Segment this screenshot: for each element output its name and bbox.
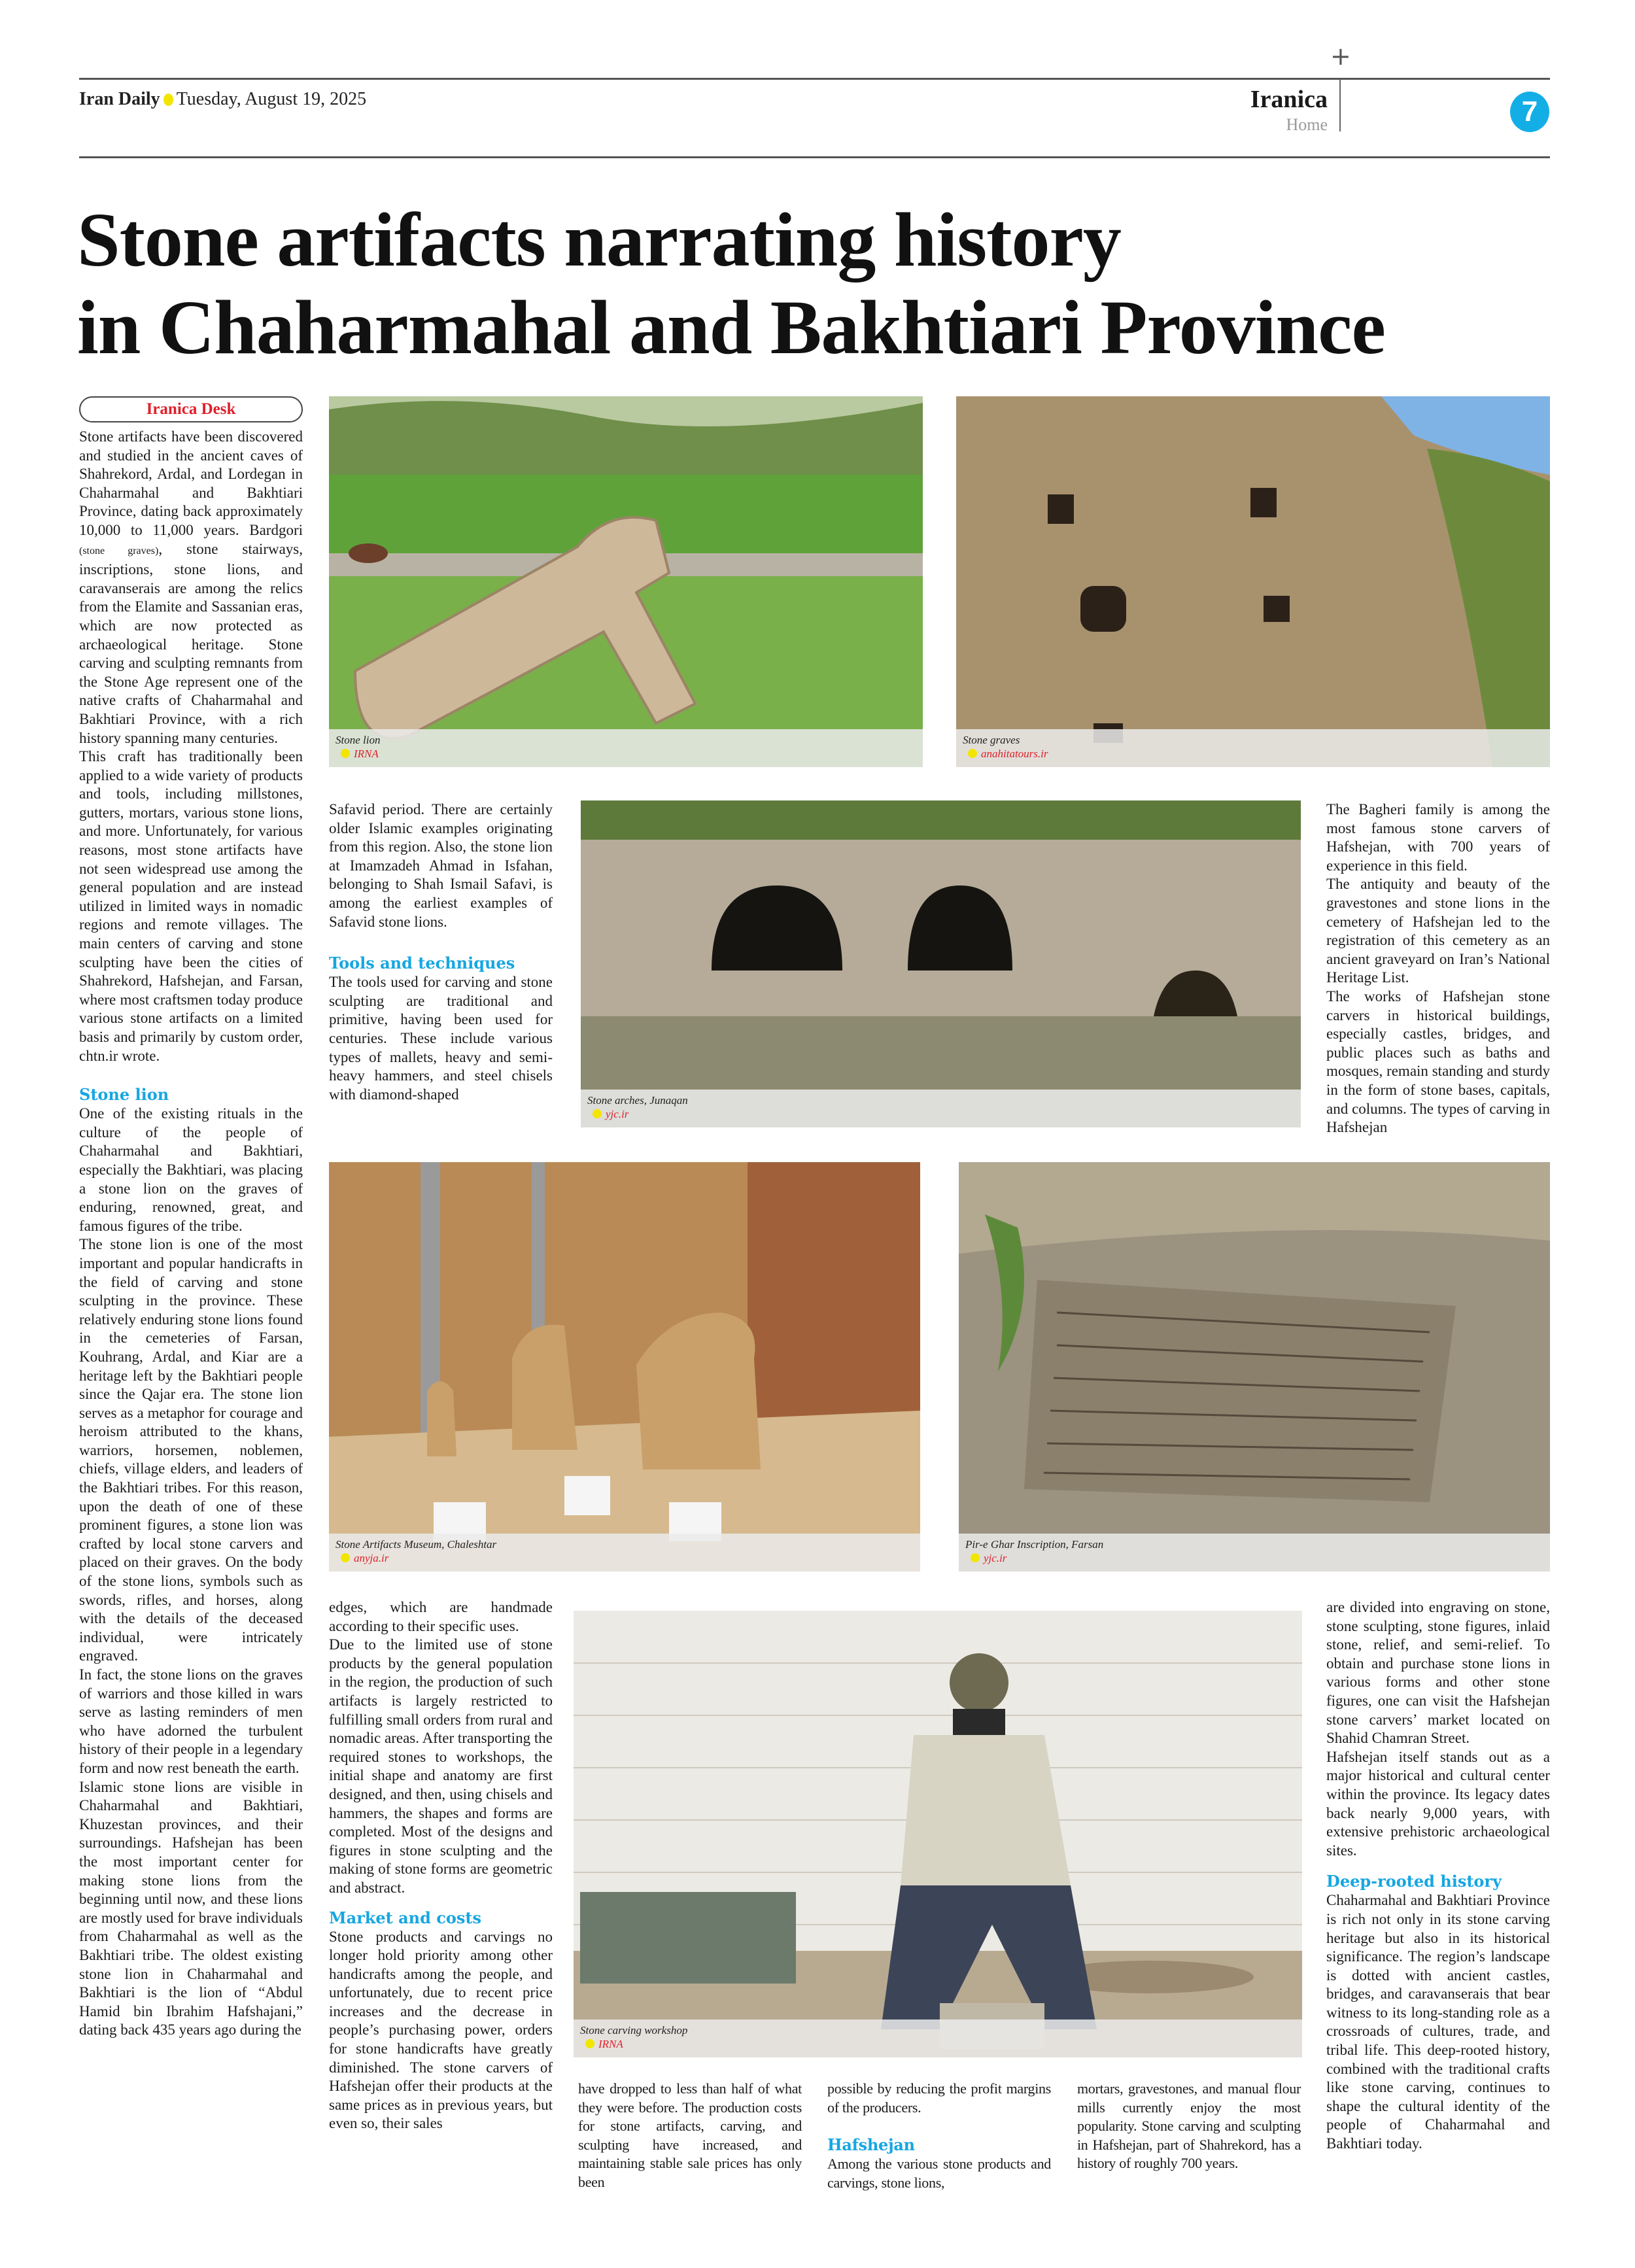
- subheading-stone-lion: Stone lion: [79, 1085, 169, 1105]
- paragraph: The stone lion is one of the most important and popular handicrafts in the field of carving and stone sculpting in the province. These relatively enduring stone lions found in the cemeteries of Farsan, Kouhrang, Ardal, and Kiar are a heritage left by the Bakhtiari people since the Qajar era. The stone lion serves as a metaphor for courage and heroism attributed to the khans, warriors, horsemen, noblemen, chiefs, village elders, and leaders of the Bakhtiari tribes. For this reason, upon the death of one of these prominent figures, a stone lion was crafted by local stone carvers and placed on their graves. On the body of the stone lions, symbols such as swords, rifles, and horses, along with the details of the deceased individual, were intricately engraved.: [79, 1236, 303, 1664]
- paragraph: The tools used for carving and stone sculpting are traditional and primitive, having been used for centuries. These include various types of mallets, heavy and semi-heavy hammers, and steel chisels with diamond-shaped: [329, 974, 553, 1103]
- dot-icon: [968, 749, 977, 758]
- paragraph: mortars, gravestones, and manual flour mills currently enjoy the most popularity. Stone carving and sculpting in Hafshejan, part of Shahrekord, has a history of roughly 700 years.: [1077, 2080, 1301, 2172]
- masthead: [79, 89, 366, 110]
- dot-icon: [593, 1109, 602, 1118]
- paper-name: Iran Daily: [79, 89, 160, 109]
- photo-credit: [587, 1107, 1294, 1122]
- subheading-market: Market and costs: [329, 1908, 481, 1927]
- header-bottom-rule: [79, 156, 1550, 158]
- column-2-top: [329, 800, 553, 1104]
- photo-credit: [965, 1551, 1543, 1566]
- headline-line-1: Stone artifacts narrating history: [77, 197, 1121, 283]
- paragraph: edges, which are handmade according to their specific uses.: [329, 1599, 553, 1634]
- issue-date: Tuesday, August 19, 2025: [176, 89, 367, 109]
- credit-text: anahitatours.ir: [981, 747, 1048, 760]
- photo-caption: [959, 1534, 1550, 1572]
- page-number: 7: [1510, 92, 1549, 132]
- paragraph: One of the existing rituals in the culture of the people of Chaharmahal and Bakhtiari, especially the Bakhtiari, was placing a stone lion on the graves of enduring, renowned, great, and famous figures of the tribe.: [79, 1105, 303, 1234]
- paragraph: [79, 428, 303, 747]
- photo-stone-graves: [956, 396, 1550, 767]
- paragraph: The works of Hafshejan stone carvers in historical buildings, especially castles, bridges, and public places such as baths and mosques, remain standing and sturdy in the form of stone bases, capitals, and columns. The types of carving in Hafshejan: [1326, 988, 1550, 1136]
- caption-text: Stone Artifacts Museum, Chaleshtar: [336, 1538, 497, 1551]
- column-bottom-a: [578, 2080, 802, 2192]
- paragraph: Due to the limited use of stone products by the general population in the region, the production of such artifacts is largely restricted to fulfilling small orders from rural and nomadic areas. After transporting the required stones to workshops, the initial shape and anatomy are first designed, and then, using chisels and hammers, the shapes and forms are completed. Most of the designs and figures in stone sculpting and the making of stone forms are geometric and abstract.: [329, 1636, 553, 1896]
- credit-text: yjc.ir: [984, 1552, 1007, 1564]
- photo-caption: [581, 1090, 1301, 1127]
- paragraph: The antiquity and beauty of the gravestones and stone lions in the cemetery of Hafshejan led to the registration of this cemetery as an ancient graveyard on Iran’s National Heritage List.: [1326, 876, 1550, 986]
- credit-text: IRNA: [598, 2038, 623, 2050]
- column-bottom-c: [1077, 2080, 1301, 2173]
- stone-arches-image: [581, 800, 1301, 1127]
- caption-text: Stone carving workshop: [580, 2024, 688, 2036]
- photo-caption: [329, 729, 923, 767]
- paragraph: Among the various stone products and carvings, stone lions,: [827, 2156, 1051, 2191]
- paragraph: Hafshejan itself stands out as a major historical and cultural center within the province. Its legacy dates back nearly 9,000 years, with extensive prehistoric archaeological sites.: [1326, 1748, 1550, 1859]
- column-1: [79, 428, 303, 2040]
- column-2-bottom: [329, 1598, 553, 2133]
- subsection-name: Home: [1286, 115, 1328, 134]
- subheading-hafshejan: Hafshejan: [827, 2135, 915, 2155]
- stone-lion-image: [329, 396, 923, 767]
- byline: Iranica Desk: [79, 396, 303, 422]
- crop-mark-icon: +: [1330, 42, 1351, 71]
- dot-icon: [585, 2039, 594, 2048]
- photo-credit: [336, 1551, 914, 1566]
- photo-credit: [963, 747, 1543, 761]
- photo-caption: [956, 729, 1550, 767]
- section-name: Iranica: [1250, 86, 1328, 113]
- credit-text: yjc.ir: [606, 1108, 629, 1120]
- column-right-bottom: [1326, 1598, 1550, 2154]
- paragraph: The Bagheri family is among the most famous stone carvers of Hafshejan, with 700 years of experience in this field.: [1326, 801, 1550, 874]
- photo-caption: [574, 2019, 1302, 2057]
- caption-text: Stone lion: [336, 734, 381, 746]
- paragraph: Safavid period. There are certainly older Islamic examples originating from this region. Also, the stone lion at Imamzadeh Ahmad in Isfahan, belonging to Shah Ismail Safavi, is among the earliest examples of Safavid stone lions.: [329, 801, 553, 930]
- photo-pir-e-ghar-inscription: [959, 1162, 1550, 1572]
- subheading-deep-rooted-history: Deep-rooted history: [1326, 1872, 1502, 1891]
- text: Stone artifacts have been discovered and studied in the ancient caves of Shahrekord, Ardal, and Lordegan in Chaharmahal and Bakhtiari Province, dating back approximately 10,000 to 11,000 years. Bardgori: [79, 428, 303, 538]
- column-right-top: [1326, 800, 1550, 1137]
- inscription-image: [959, 1162, 1550, 1572]
- photo-stone-carving-workshop: [574, 1611, 1302, 2057]
- credit-text: anyja.ir: [354, 1552, 389, 1564]
- paragraph: This craft has traditionally been applied to a wide variety of products and tools, including millstones, gutters, mortars, various stone lions, and more. Unfortunately, for various reasons, most stone artifacts have not seen widespread use among the general population and are instead utilized in limited ways in nomadic regions and remote villages. The main centers of carving and stone sculpting have been the cities of Shahrekord, Hafshejan, and Farsan, where most craftsmen today produce various stone artifacts on a limited basis and primarily by custom order, chtn.ir wrote.: [79, 748, 303, 1064]
- headline-line-2: in Chaharmahal and Bakhtiari Province: [77, 284, 1385, 370]
- photo-credit: [336, 747, 916, 761]
- paragraph: have dropped to less than half of what they were before. The production costs for stone artifacts, carving, and sculpting have increased, and maintaining stable sale prices has only been: [578, 2080, 802, 2190]
- dot-icon: [341, 749, 350, 758]
- paragraph: Chaharmahal and Bakhtiari Province is rich not only in its stone carving heritage but also in its historical significance. The region’s landscape is dotted with ancient castles, bridges, and caravanserais that bear witness to its long-standing role as a crossroads of cultures, trade, and tribal life. This deep-rooted history, combined with the traditional crafts like stone carving, continues to shape the cultural identity of the people of Chaharmahal and Bakhtiari today.: [1326, 1892, 1550, 2152]
- paragraph: are divided into engraving on stone, stone sculpting, stone figures, inlaid stone, relief, and semi-relief. To obtain and purchase stone lions in various forms and other stone figures, one can visit the Hafshejan stone carvers’ market located on Shahid Chamran Street.: [1326, 1599, 1550, 1747]
- photo-caption: [329, 1534, 920, 1572]
- museum-image: [329, 1162, 920, 1572]
- photo-stone-artifacts-museum: [329, 1162, 920, 1572]
- photo-stone-lion: [329, 396, 923, 767]
- paragraph: possible by reducing the profit margins of the producers.: [827, 2080, 1051, 2116]
- dot-icon: [164, 94, 173, 106]
- caption-text: Pir-e Ghar Inscription, Farsan: [965, 1538, 1104, 1551]
- text: , stone stairways, inscriptions, stone lions, and caravanserais are among the relics from the Elamite and Sassanian eras, which are now protected as archaeological heritage. Stone carving and sculpting remnants from the Stone Age represent one of the native crafts of Chaharmahal and Bakhtiari Province, with a rich history spanning many centuries.: [79, 540, 303, 746]
- headline: [77, 196, 1555, 371]
- workshop-image: [574, 1611, 1302, 2057]
- paragraph: In fact, the stone lions on the graves of warriors and those killed in wars serve as lasting reminders of men who have adorned the turbulent history of their people in a legendary form and now rest beneath the earth.: [79, 1666, 303, 1776]
- stone-graves-image: [956, 396, 1550, 767]
- caption-text: Stone arches, Junaqan: [587, 1094, 688, 1107]
- text-aside: (stone graves): [79, 545, 159, 557]
- photo-stone-arches: [581, 800, 1301, 1127]
- header-divider: [1339, 79, 1341, 131]
- credit-text: IRNA: [354, 747, 379, 760]
- subheading-tools: Tools and techniques: [329, 954, 515, 973]
- column-bottom-b: [827, 2080, 1051, 2192]
- dot-icon: [971, 1553, 980, 1562]
- top-rule: [79, 78, 1550, 80]
- photo-credit: [580, 2037, 1296, 2052]
- caption-text: Stone graves: [963, 734, 1020, 746]
- paragraph: Stone products and carvings no longer hold priority among other handicrafts among the people, and unfortunately, due to recent price increases and the decrease in people’s purchasing power, orders for stone handicrafts have greatly diminished. The stone carvers of Hafshejan offer their products at the same prices as in previous years, but even so, their sales: [329, 1928, 553, 2132]
- paragraph: Islamic stone lions are visible in Chaharmahal and Bakhtiari, Khuzestan provinces, and their surroundings. Hafshejan has been the most important center for making stone lions from the beginning until now, and these lions are mostly used for brave individuals from Chaharmahal as well as the Bakhtiari tribe. The oldest existing stone lion in Chaharmahal and Bakhtiari is the lion of “Abdul Hamid bin Ibrahim Hafshajani,” dating back 435 years ago during the: [79, 1778, 303, 2038]
- dot-icon: [341, 1553, 350, 1562]
